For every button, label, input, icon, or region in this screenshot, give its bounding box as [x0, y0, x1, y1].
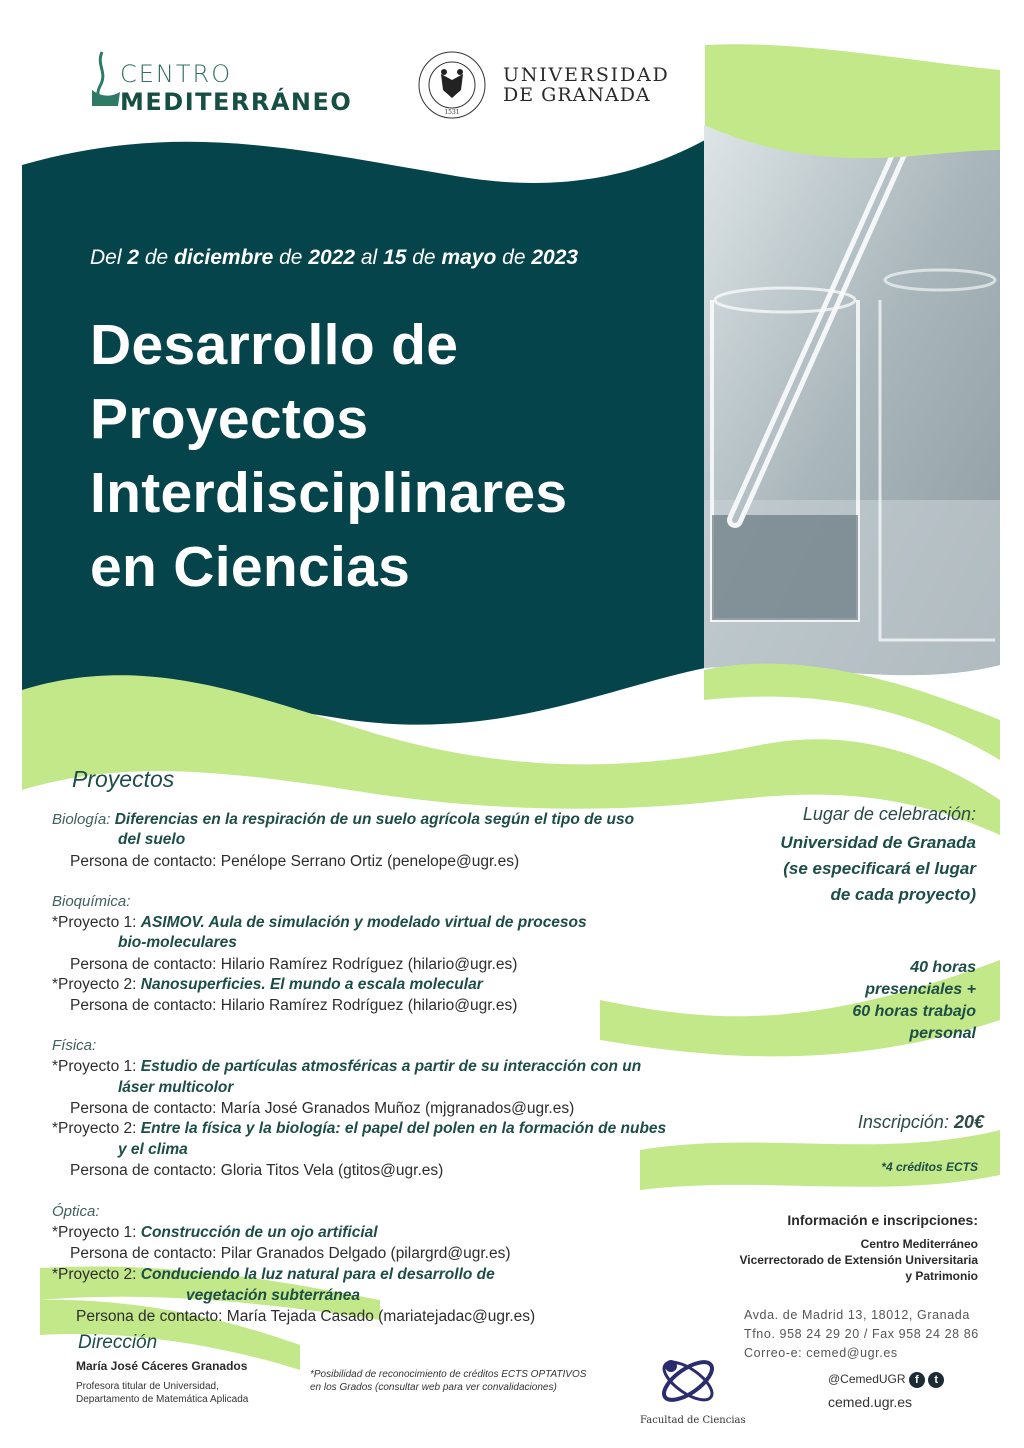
date-segment: de — [139, 246, 175, 269]
date-segment: 2 — [127, 246, 140, 269]
contact-address: Avda. de Madrid 13, 18012, Granada Tfno. 958 24 29 20 / Fax 958 24 28 86 Correo-e: cemed@ugr.es — [744, 1308, 979, 1360]
venue-label: Lugar de celebración: — [802, 804, 976, 824]
project-title-cont: y el clima — [118, 1141, 188, 1158]
ugr-line2: DE GRANADA — [503, 83, 651, 106]
ugr-logo — [503, 66, 670, 106]
date-segment: 2022 — [308, 246, 356, 269]
projects-heading: Proyectos — [72, 766, 175, 792]
website-link[interactable]: cemed.ugr.es — [828, 1394, 913, 1410]
contact-line: Persona de contacto: Hilario Ramírez Rodríguez (hilario@ugr.es) — [70, 997, 518, 1014]
project-bioquimica-1: *Proyecto 1: ASIMOV. Aula de simulación y modelado virtual de procesos — [52, 914, 587, 931]
centro-mediterraneo-logo-icon — [88, 50, 122, 110]
contact-line: Persona de contacto: Gloria Titos Vela (gtitos@ugr.es) — [70, 1162, 444, 1179]
facebook-icon[interactable]: f — [909, 1372, 925, 1388]
project-title-cont: bio-moleculares — [118, 934, 237, 951]
project-optica-2: *Proyecto 2: Conduciendo la luz natural para el desarrollo de — [52, 1266, 495, 1283]
project-title: Nanosuperficies. El mundo a escala molecular — [140, 976, 483, 993]
title-line: en Ciencias — [90, 535, 411, 599]
project-title: Entre la física y la biología: el papel del polen en la formación de nubes — [140, 1120, 667, 1137]
centro-mediterraneo-logo — [120, 62, 352, 114]
title-line: Proyectos — [90, 387, 369, 451]
project-bioquimica-2: *Proyecto 2: Nanosuperficies. El mundo a escala molecular — [52, 976, 483, 993]
project-title: Conduciendo la luz natural para el desarrollo de — [140, 1266, 495, 1283]
contact-line: Persona de contacto: Penélope Serrano Ortiz (penelope@ugr.es) — [70, 853, 520, 870]
project-title-cont: láser multicolor — [118, 1079, 234, 1096]
date-segment: al — [355, 246, 384, 269]
project-optica-1: *Proyecto 1: Construcción de un ojo artificial — [52, 1224, 378, 1241]
logo-centro: CENTRO — [120, 60, 233, 88]
venue-value: Universidad de Granada (se especificará el lugar de cada proyecto) — [780, 833, 976, 904]
ugr-line1: UNIVERSIDAD — [503, 64, 670, 86]
contact-line: Persona de contacto: María Tejada Casado (mariatejadac@ugr.es) — [76, 1308, 536, 1325]
project-biologia: Biología: Diferencias en la respiración de un suelo agrícola según el tipo de uso — [52, 811, 635, 828]
date-segment: de — [406, 246, 442, 269]
project-fisica-1: *Proyecto 1: Estudio de partículas atmosféricas a partir de su interacción con un — [52, 1058, 642, 1075]
project-title: ASIMOV. Aula de simulación y modelado virtual de procesos — [140, 914, 587, 931]
director-name: María José Cáceres Granados — [76, 1359, 248, 1373]
contact-line: Persona de contacto: Hilario Ramírez Rodríguez (hilario@ugr.es) — [70, 956, 518, 973]
project-fisica-2: *Proyecto 2: Entre la física y la biología: el papel del polen en la formación de nubes — [52, 1120, 667, 1137]
date-segment: Del — [90, 246, 128, 269]
date-segment: diciembre — [174, 246, 274, 269]
direccion-heading: Dirección — [78, 1332, 158, 1353]
date-segment: de — [496, 246, 532, 269]
area-fisica: Física: — [52, 1037, 97, 1054]
ects-credits: *4 créditos ECTS — [881, 1160, 978, 1174]
project-title-cont: vegetación subterránea — [186, 1287, 361, 1304]
facultad-label: Facultad de Ciencias — [640, 1415, 746, 1426]
project-title-cont: del suelo — [118, 831, 186, 848]
logo-mediterraneo: MEDITERRÁNEO — [120, 88, 353, 116]
date-segment: 2023 — [531, 246, 579, 269]
course-title — [90, 308, 700, 604]
date-segment: de — [273, 246, 309, 269]
ects-footnote: *Posibilidad de reconocimiento de créditos ECTS OPTATIVOS en los Grados (consultar web para ver convalidaciones) — [310, 1369, 587, 1393]
registration-fee: Inscripción: 20€ — [857, 1112, 984, 1132]
date-segment: mayo — [441, 246, 497, 269]
twitter-icon[interactable]: t — [928, 1372, 944, 1388]
social-handle[interactable]: @CemedUGR — [828, 1372, 906, 1387]
project-title: Diferencias en la respiración de un suelo agrícola según el tipo de uso — [114, 811, 635, 828]
lab-photo — [704, 110, 1004, 680]
title-line: Interdisciplinares — [90, 461, 568, 525]
title-line: Desarrollo de — [90, 313, 459, 377]
contact-line: Persona de contacto: María José Granados Muñoz (mjgranados@ugr.es) — [70, 1100, 575, 1117]
contact-line: Persona de contacto: Pilar Granados Delgado (pilargrd@ugr.es) — [70, 1245, 511, 1262]
area-bioquimica: Bioquímica: — [52, 893, 131, 910]
fee-value: 20€ — [953, 1112, 984, 1132]
event-dates — [90, 246, 578, 270]
project-title: Estudio de partículas atmosféricas a partir de su interacción con un — [140, 1058, 642, 1075]
date-segment: 15 — [383, 246, 407, 269]
project-title: Construcción de un ojo artificial — [140, 1224, 378, 1241]
social-row — [828, 1372, 944, 1388]
info-org: Centro Mediterráneo Vicerrectorado de Extensión Universitaria y Patrimonio — [739, 1237, 978, 1283]
seal-year: 1531 — [444, 109, 460, 116]
ugr-seal-icon — [417, 50, 487, 120]
area-optica: Óptica: — [52, 1203, 100, 1220]
director-role: Profesora titular de Universidad, Departamento de Matemática Aplicada — [76, 1381, 249, 1405]
info-heading: Información e inscripciones: — [787, 1212, 978, 1228]
area-label: Biología — [52, 811, 107, 828]
facultad-ciencias-logo-icon — [655, 1348, 721, 1414]
course-hours: 40 horas presenciales + 60 horas trabajo personal — [852, 959, 976, 1042]
